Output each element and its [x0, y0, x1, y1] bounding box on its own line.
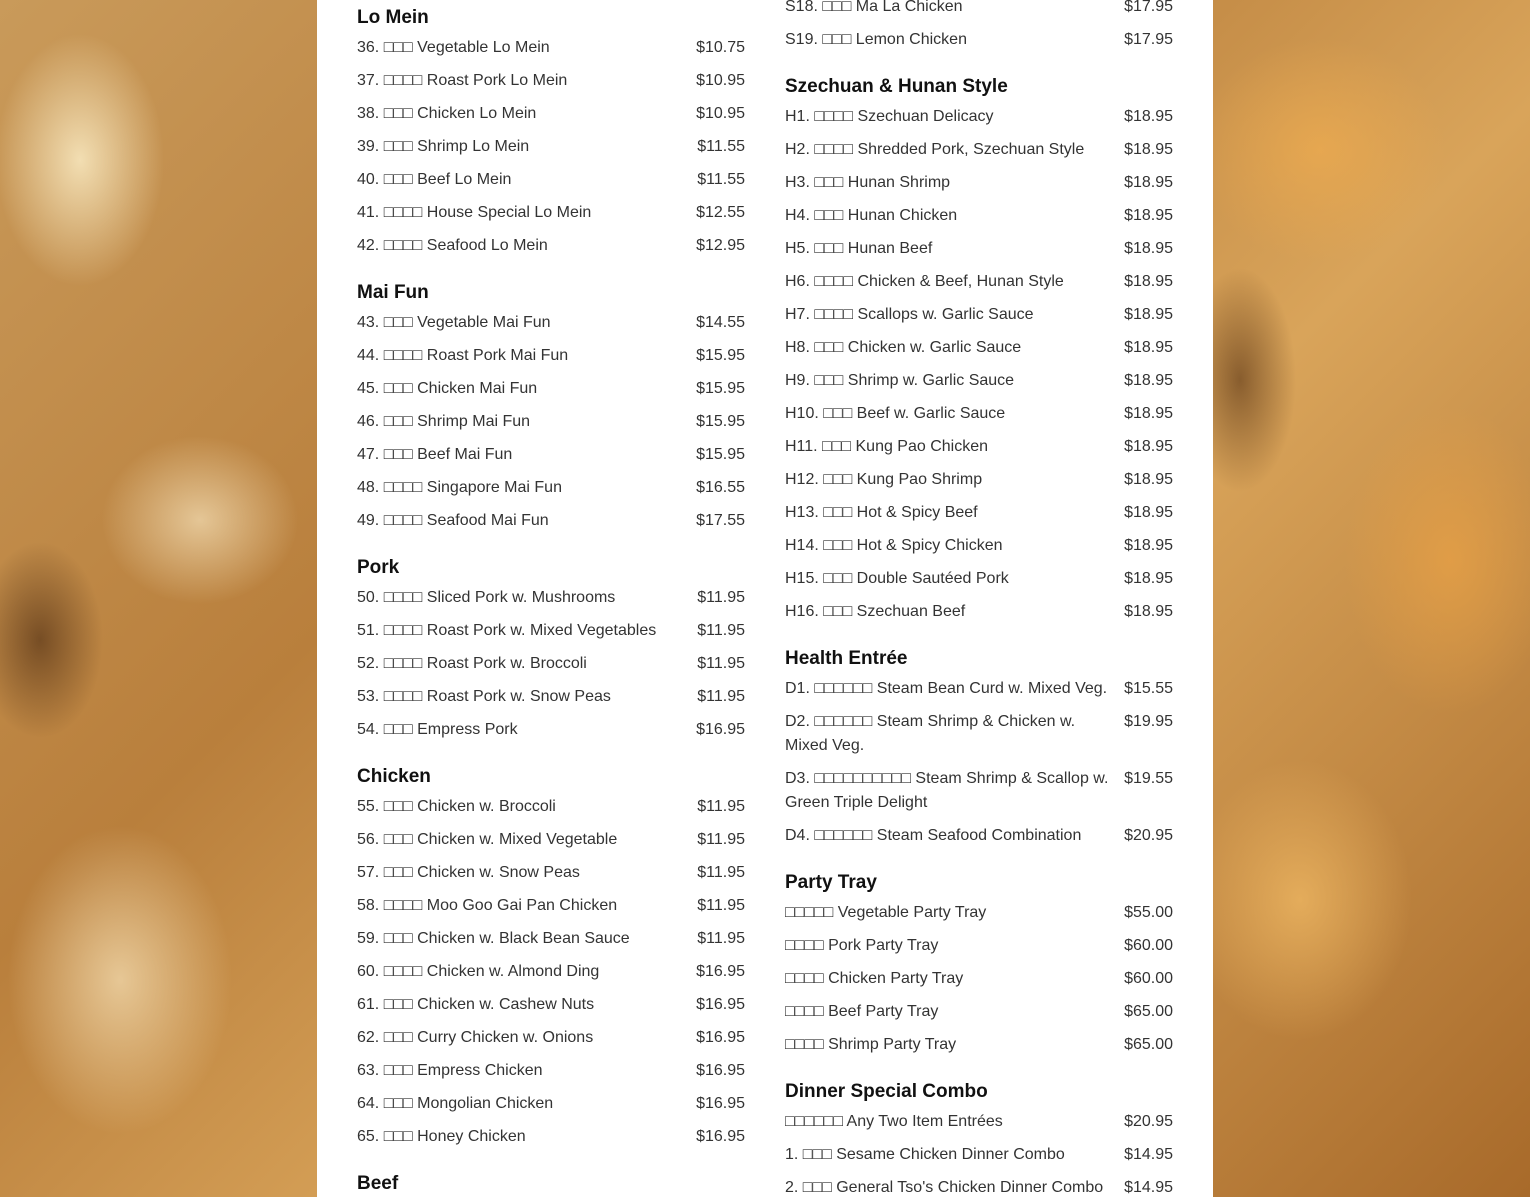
section-title: Health Entrée: [785, 648, 908, 669]
menu-panel: [317, 0, 1213, 1197]
menu-item-name: H1. □□□□ Szechuan Delicacy: [785, 108, 994, 125]
menu-item: [785, 138, 1173, 162]
menu-item-name: 51. □□□□ Roast Pork w. Mixed Vegetables: [357, 622, 657, 639]
menu-item-price: $60.00: [1124, 937, 1173, 954]
menu-item: [785, 105, 1173, 129]
menu-item-name: 60. □□□□ Chicken w. Almond Ding: [357, 963, 600, 980]
section-title: Mai Fun: [357, 282, 429, 303]
menu-item-name: S18. □□□ Ma La Chicken: [785, 0, 963, 15]
menu-item: [357, 102, 745, 126]
menu-item: [357, 1026, 745, 1050]
menu-item: [357, 476, 745, 500]
menu-item-price: $10.75: [696, 39, 745, 56]
menu-item-price: $17.95: [1124, 31, 1173, 48]
menu-item-price: $65.00: [1124, 1036, 1173, 1053]
menu-item: [785, 303, 1173, 327]
menu-section-section: [785, 0, 1173, 52]
menu-item-name: □□□□ Shrimp Party Tray: [785, 1036, 957, 1053]
menu-item: [357, 1125, 745, 1149]
menu-item: [785, 336, 1173, 360]
menu-item-price: $65.00: [1124, 1003, 1173, 1020]
menu-item-name: H15. □□□ Double Sautéed Pork: [785, 570, 1009, 587]
menu-item: [785, 237, 1173, 261]
menu-item-name: 45. □□□ Chicken Mai Fun: [357, 380, 538, 397]
menu-item-name: 49. □□□□ Seafood Mai Fun: [357, 512, 549, 529]
menu-item-price: $17.55: [696, 512, 745, 529]
menu-item: [785, 677, 1173, 701]
menu-item: [357, 685, 745, 709]
menu-item-price: $16.95: [696, 1128, 745, 1145]
menu-section-health-entr-e: [785, 647, 1173, 848]
menu-item-price: $15.95: [696, 380, 745, 397]
menu-item-name: 54. □□□ Empress Pork: [357, 721, 518, 738]
menu-item: [357, 135, 745, 159]
menu-item: [357, 69, 745, 93]
menu-item-name: S19. □□□ Lemon Chicken: [785, 31, 967, 48]
menu-item-name: 41. □□□□ House Special Lo Mein: [357, 204, 592, 221]
menu-item: [785, 402, 1173, 426]
menu-item-name: 53. □□□□ Roast Pork w. Snow Peas: [357, 688, 611, 705]
menu-item-name: H10. □□□ Beef w. Garlic Sauce: [785, 405, 1006, 422]
menu-item-price: $20.95: [1124, 827, 1173, 844]
menu-item-price: $11.95: [697, 864, 745, 881]
menu-item-name: 47. □□□ Beef Mai Fun: [357, 446, 513, 463]
menu-item: [785, 171, 1173, 195]
menu-item-name: 36. □□□ Vegetable Lo Mein: [357, 39, 550, 56]
menu-item-price: $18.95: [1124, 240, 1173, 257]
menu-item: [357, 344, 745, 368]
menu-item-price: $12.55: [696, 204, 745, 221]
menu-item-price: $55.00: [1124, 904, 1173, 921]
menu-item-price: $18.95: [1124, 504, 1173, 521]
menu-item: [357, 234, 745, 258]
menu-item-price: $11.95: [697, 930, 745, 947]
menu-item-name: H12. □□□ Kung Pao Shrimp: [785, 471, 983, 488]
section-title: Beef: [357, 1173, 399, 1194]
menu-item: [785, 1033, 1173, 1057]
menu-item-name: H16. □□□ Szechuan Beef: [785, 603, 966, 620]
menu-item-price: $11.95: [697, 688, 745, 705]
menu-item: [785, 1176, 1173, 1197]
menu-section-dinner-special-combo: [785, 1080, 1173, 1197]
menu-item-price: $11.55: [697, 138, 745, 155]
menu-item: [785, 270, 1173, 294]
menu-item-price: $20.95: [1124, 1113, 1173, 1130]
menu-item: [785, 1000, 1173, 1024]
menu-item-price: $11.95: [697, 622, 745, 639]
section-title: Chicken: [357, 766, 431, 787]
menu-item: [785, 1110, 1173, 1134]
menu-item-price: $11.95: [697, 589, 745, 606]
menu-item: [357, 861, 745, 885]
menu-column-right: [785, 0, 1173, 1197]
menu-section-szechuan-hunan-style: [785, 75, 1173, 624]
menu-item: [785, 204, 1173, 228]
menu-item-name: H9. □□□ Shrimp w. Garlic Sauce: [785, 372, 1015, 389]
menu-item-name: 64. □□□ Mongolian Chicken: [357, 1095, 554, 1112]
menu-item-price: $16.95: [696, 721, 745, 738]
menu-item-price: $16.95: [696, 996, 745, 1013]
menu-item: [357, 927, 745, 951]
menu-item: [357, 960, 745, 984]
menu-item-price: $15.95: [696, 446, 745, 463]
menu-item-name: 44. □□□□ Roast Pork Mai Fun: [357, 347, 569, 364]
menu-item-name: 63. □□□ Empress Chicken: [357, 1062, 543, 1079]
menu-item-price: $18.95: [1124, 537, 1173, 554]
menu-item-name: 56. □□□ Chicken w. Mixed Vegetable: [357, 831, 618, 848]
menu-item: [785, 0, 1173, 19]
menu-item-name: 37. □□□□ Roast Pork Lo Mein: [357, 72, 568, 89]
menu-item: [785, 967, 1173, 991]
menu-item-price: $18.95: [1124, 372, 1173, 389]
menu-item-name: D4. □□□□□□ Steam Seafood Combination: [785, 827, 1082, 844]
menu-item-price: $18.95: [1124, 471, 1173, 488]
menu-item-name: 52. □□□□ Roast Pork w. Broccoli: [357, 655, 587, 672]
menu-item-price: $18.95: [1124, 306, 1173, 323]
menu-item: [357, 795, 745, 819]
menu-item: [785, 767, 1173, 815]
menu-item-name: H6. □□□□ Chicken & Beef, Hunan Style: [785, 273, 1064, 290]
menu-item-price: $60.00: [1124, 970, 1173, 987]
menu-item: [785, 600, 1173, 624]
menu-item: [357, 652, 745, 676]
menu-item: [357, 377, 745, 401]
menu-item: [357, 36, 745, 60]
menu-item: [785, 501, 1173, 525]
menu-item-price: $11.95: [697, 655, 745, 672]
menu-item-price: $12.95: [696, 237, 745, 254]
menu-item-name: 61. □□□ Chicken w. Cashew Nuts: [357, 996, 595, 1013]
menu-item: [785, 28, 1173, 52]
menu-item: [357, 993, 745, 1017]
menu-item-name: D3. □□□□□□□□□□ Steam Shrimp & Scallop w. Green Triple Delight: [785, 770, 1109, 811]
menu-item-price: $15.95: [696, 347, 745, 364]
menu-item: [357, 586, 745, 610]
menu-item-name: 42. □□□□ Seafood Lo Mein: [357, 237, 548, 254]
menu-item: [785, 567, 1173, 591]
menu-item-name: H14. □□□ Hot & Spicy Chicken: [785, 537, 1003, 554]
menu-item-name: H13. □□□ Hot & Spicy Beef: [785, 504, 978, 521]
menu-item-name: H11. □□□ Kung Pao Chicken: [785, 438, 989, 455]
menu-item-name: □□□□□□ Any Two Item Entrées: [785, 1113, 1003, 1130]
menu-item-price: $11.95: [697, 897, 745, 914]
menu-item: [785, 369, 1173, 393]
section-title: Szechuan & Hunan Style: [785, 76, 1008, 97]
menu-item-price: $17.95: [1124, 0, 1173, 15]
menu-section-chicken: [357, 765, 745, 1149]
menu-item: [357, 894, 745, 918]
menu-item-name: H5. □□□ Hunan Beef: [785, 240, 933, 257]
menu-item: [785, 534, 1173, 558]
menu-section-lo-mein: [357, 6, 745, 258]
menu-item-name: 2. □□□ General Tso's Chicken Dinner Combo: [785, 1179, 1104, 1196]
menu-item-name: 62. □□□ Curry Chicken w. Onions: [357, 1029, 594, 1046]
menu-item-price: $18.95: [1124, 273, 1173, 290]
menu-item-price: $16.55: [696, 479, 745, 496]
menu-item: [357, 509, 745, 533]
menu-item-price: $14.95: [1124, 1146, 1173, 1163]
menu-item-price: $11.55: [697, 171, 745, 188]
menu-item: [785, 468, 1173, 492]
menu-column-left: [357, 6, 745, 1197]
menu-item-price: $18.95: [1124, 174, 1173, 191]
menu-item-name: 50. □□□□ Sliced Pork w. Mushrooms: [357, 589, 616, 606]
menu-item-price: $18.95: [1124, 438, 1173, 455]
menu-item-price: $15.55: [1124, 680, 1173, 697]
menu-item-price: $11.95: [697, 798, 745, 815]
menu-item-price: $16.95: [696, 1062, 745, 1079]
menu-item-name: 55. □□□ Chicken w. Broccoli: [357, 798, 556, 815]
menu-item-price: $14.55: [696, 314, 745, 331]
menu-item-price: $16.95: [696, 1095, 745, 1112]
menu-item: [357, 410, 745, 434]
menu-item-price: $10.95: [696, 105, 745, 122]
menu-item-name: 46. □□□ Shrimp Mai Fun: [357, 413, 531, 430]
menu-item-name: D1. □□□□□□ Steam Bean Curd w. Mixed Veg.: [785, 680, 1108, 697]
menu-item-price: $19.55: [1124, 770, 1173, 787]
menu-item-name: □□□□ Pork Party Tray: [785, 937, 939, 954]
menu-item-price: $18.95: [1124, 141, 1173, 158]
menu-item: [785, 901, 1173, 925]
menu-item: [357, 718, 745, 742]
menu-section-mai-fun: [357, 281, 745, 533]
menu-item-price: $19.95: [1124, 713, 1173, 730]
menu-item-name: □□□□ Beef Party Tray: [785, 1003, 939, 1020]
menu-item-price: $18.95: [1124, 108, 1173, 125]
menu-item: [357, 168, 745, 192]
menu-item-price: $16.95: [696, 1029, 745, 1046]
menu-item-price: $14.95: [1124, 1179, 1173, 1196]
menu-item-name: H2. □□□□ Shredded Pork, Szechuan Style: [785, 141, 1085, 158]
menu-item-name: 48. □□□□ Singapore Mai Fun: [357, 479, 562, 496]
menu-item-price: $18.95: [1124, 339, 1173, 356]
menu-item-name: 58. □□□□ Moo Goo Gai Pan Chicken: [357, 897, 618, 914]
menu-item-name: H3. □□□ Hunan Shrimp: [785, 174, 951, 191]
menu-item: [357, 201, 745, 225]
menu-item-price: $11.95: [697, 831, 745, 848]
menu-section-pork: [357, 556, 745, 742]
section-title: Pork: [357, 557, 400, 578]
menu-item: [357, 1092, 745, 1116]
menu-item-name: 40. □□□ Beef Lo Mein: [357, 171, 512, 188]
menu-item-name: 43. □□□ Vegetable Mai Fun: [357, 314, 551, 331]
menu-item: [785, 435, 1173, 459]
menu-item: [785, 1143, 1173, 1167]
menu-item-price: $18.95: [1124, 570, 1173, 587]
menu-item-price: $18.95: [1124, 603, 1173, 620]
section-title: Lo Mein: [357, 7, 429, 28]
menu-item-price: $15.95: [696, 413, 745, 430]
menu-item: [357, 619, 745, 643]
menu-item: [785, 934, 1173, 958]
menu-item-price: $16.95: [696, 963, 745, 980]
menu-item-name: 59. □□□ Chicken w. Black Bean Sauce: [357, 930, 630, 947]
menu-item-name: 38. □□□ Chicken Lo Mein: [357, 105, 537, 122]
menu-item-name: 57. □□□ Chicken w. Snow Peas: [357, 864, 580, 881]
menu-item-name: H4. □□□ Hunan Chicken: [785, 207, 958, 224]
menu-item-name: 39. □□□ Shrimp Lo Mein: [357, 138, 530, 155]
menu-item-price: $18.95: [1124, 405, 1173, 422]
menu-item: [357, 1059, 745, 1083]
menu-item: [785, 824, 1173, 848]
menu-section-beef: [357, 1172, 745, 1196]
menu-item: [357, 443, 745, 467]
menu-item: [785, 710, 1173, 758]
menu-item-name: H8. □□□ Chicken w. Garlic Sauce: [785, 339, 1022, 356]
menu-item: [357, 311, 745, 335]
menu-item: [357, 828, 745, 852]
menu-section-party-tray: [785, 871, 1173, 1057]
menu-item-name: D2. □□□□□□ Steam Shrimp & Chicken w. Mixed Veg.: [785, 713, 1076, 754]
section-title: Dinner Special Combo: [785, 1081, 988, 1102]
menu-item-name: H7. □□□□ Scallops w. Garlic Sauce: [785, 306, 1034, 323]
menu-item-price: $18.95: [1124, 207, 1173, 224]
menu-item-name: □□□□□ Vegetable Party Tray: [785, 904, 987, 921]
menu-item-name: □□□□ Chicken Party Tray: [785, 970, 964, 987]
section-title: Party Tray: [785, 872, 877, 893]
menu-item-price: $10.95: [696, 72, 745, 89]
menu-item-name: 65. □□□ Honey Chicken: [357, 1128, 526, 1145]
menu-item-name: 1. □□□ Sesame Chicken Dinner Combo: [785, 1146, 1065, 1163]
